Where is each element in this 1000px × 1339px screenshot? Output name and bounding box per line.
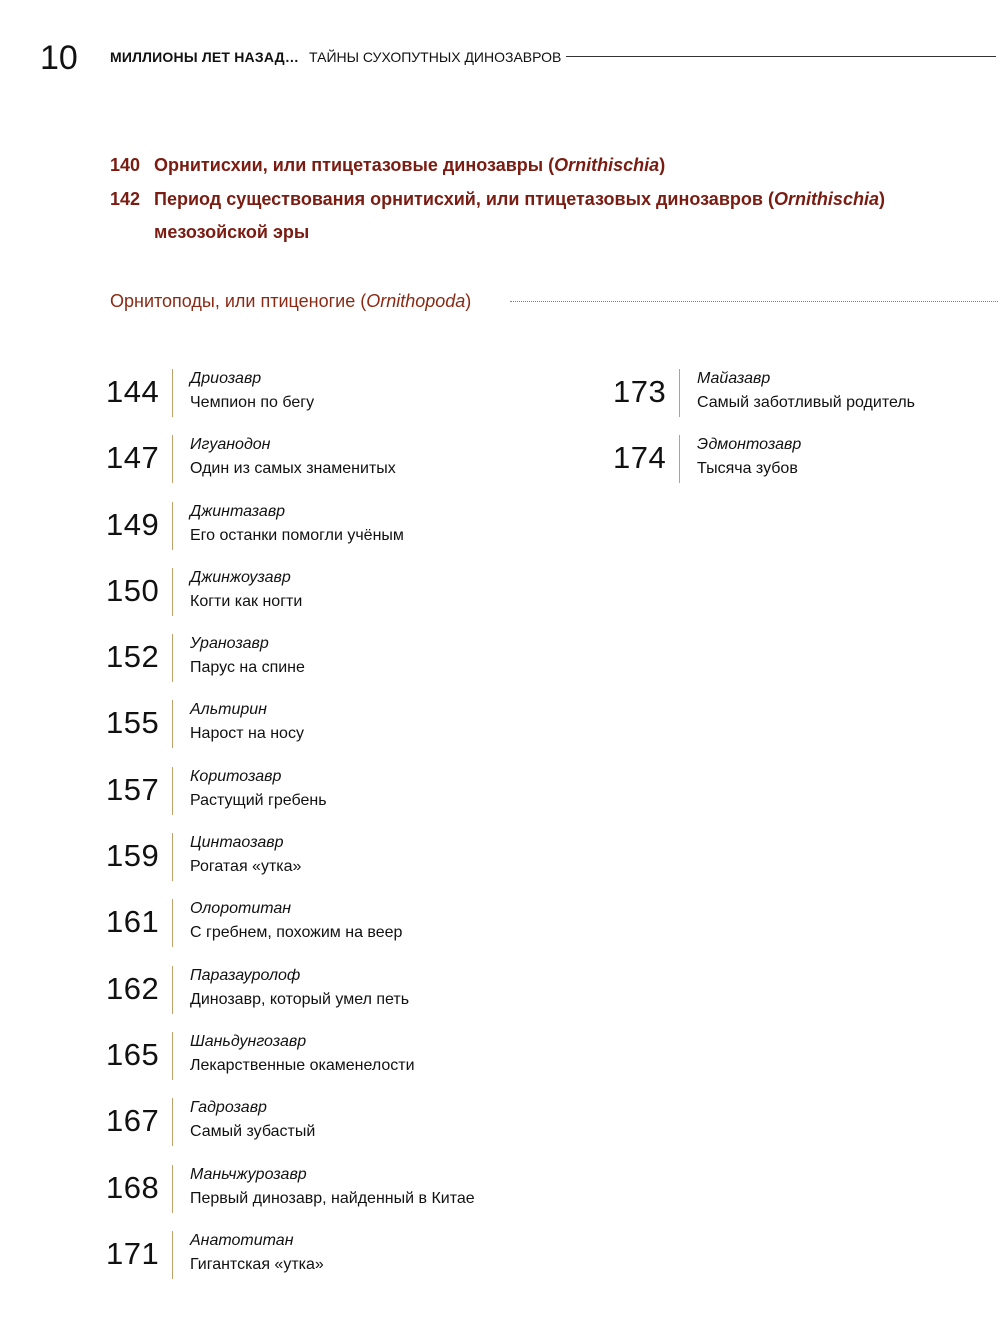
toc-entry[interactable] <box>106 1165 526 1217</box>
entry-divider <box>172 1231 173 1279</box>
entry-description: Самый заботливый родитель <box>697 394 915 411</box>
entry-page-number: 144 <box>106 374 160 409</box>
toc-section-entry[interactable]: 140 Орнитисхии, или птицетазовые динозавры (Ornithischia) <box>110 155 666 175</box>
entry-description: Лекарственные окаменелости <box>190 1057 415 1074</box>
entry-page-number: 171 <box>106 1236 160 1271</box>
entry-divider <box>172 833 173 881</box>
page-number: 10 <box>40 39 78 77</box>
entry-divider <box>172 700 173 748</box>
entry-divider <box>172 966 173 1014</box>
section-latin-name: Ornithischia <box>773 189 879 209</box>
entry-description: Самый зубастый <box>190 1123 316 1140</box>
page-header <box>0 0 1000 110</box>
entry-divider <box>172 899 173 947</box>
toc-entry[interactable] <box>106 369 526 421</box>
entry-divider <box>172 1165 173 1213</box>
entry-page-number: 168 <box>106 1170 160 1205</box>
dinosaur-name: Олоротитан <box>190 900 292 917</box>
book-title: МИЛЛИОНЫ ЛЕТ НАЗАД… <box>110 49 300 65</box>
entry-description: С гребнем, похожим на веер <box>190 924 403 941</box>
toc-entry[interactable] <box>106 568 526 620</box>
dinosaur-name: Джинтазавр <box>190 503 286 520</box>
toc-entry[interactable] <box>613 435 993 487</box>
entry-divider <box>172 435 173 483</box>
dinosaur-name: Цинтаозавр <box>190 834 284 851</box>
toc-entry[interactable] <box>106 899 526 951</box>
entry-divider <box>679 435 680 483</box>
entry-divider <box>172 1098 173 1146</box>
entry-page-number: 155 <box>106 705 160 740</box>
toc-entry[interactable] <box>106 1032 526 1084</box>
entry-page-number: 150 <box>106 573 160 608</box>
entry-page-number: 174 <box>613 440 667 475</box>
dinosaur-name: Джинжоузавр <box>190 569 291 586</box>
dinosaur-name: Паразауролоф <box>190 967 301 984</box>
entry-description: Парус на спине <box>190 659 305 676</box>
entry-divider <box>679 369 680 417</box>
dinosaur-name: Альтирин <box>190 701 267 718</box>
toc-entry[interactable] <box>106 767 526 819</box>
subsection-latin-name: Ornithopoda <box>366 291 466 311</box>
entry-description: Растущий гребень <box>190 792 327 809</box>
section-title-continuation: мезозойской эры <box>154 222 310 242</box>
toc-section-entry[interactable]: 142 Период существования орнитисхий, или птицетазовых динозавров (Ornithischia) <box>110 189 885 209</box>
entry-description: Нарост на носу <box>190 725 304 742</box>
entry-divider <box>172 767 173 815</box>
entry-description: Когти как ногти <box>190 593 303 610</box>
entry-page-number: 162 <box>106 971 160 1006</box>
section-page-number: 142 <box>110 189 141 209</box>
entry-description: Динозавр, который умел петь <box>190 991 410 1008</box>
entry-page-number: 165 <box>106 1037 160 1072</box>
entry-page-number: 173 <box>613 374 667 409</box>
toc-entry[interactable] <box>106 1231 526 1283</box>
toc-entry[interactable] <box>106 966 526 1018</box>
entry-page-number: 149 <box>106 507 160 542</box>
dinosaur-name: Коритозавр <box>190 768 282 785</box>
book-subtitle: ТАЙНЫ СУХОПУТНЫХ ДИНОЗАВРОВ <box>309 49 562 65</box>
entry-description: Первый динозавр, найденный в Китае <box>190 1190 475 1207</box>
toc-entry[interactable] <box>613 369 993 421</box>
entry-page-number: 147 <box>106 440 160 475</box>
section-title: Период существования орнитисхий, или птицетазовых динозавров ( <box>154 189 774 209</box>
dinosaur-name: Игуанодон <box>190 436 271 453</box>
dinosaur-name: Маньчжурозавр <box>190 1166 307 1183</box>
dinosaur-name: Гадрозавр <box>190 1099 267 1116</box>
entry-page-number: 157 <box>106 772 160 807</box>
entry-divider <box>172 369 173 417</box>
entry-page-number: 159 <box>106 838 160 873</box>
toc-entry[interactable] <box>106 1098 526 1150</box>
entry-page-number: 152 <box>106 639 160 674</box>
subsection-heading: Орнитоподы, или птиценогие (Ornithopoda) <box>110 291 472 311</box>
entry-divider <box>172 568 173 616</box>
dinosaur-name: Уранозавр <box>190 635 269 652</box>
header-rule <box>566 56 996 57</box>
entry-divider <box>172 502 173 550</box>
toc-entry[interactable] <box>106 435 526 487</box>
toc-entry[interactable] <box>106 833 526 885</box>
entry-description: Его останки помогли учёным <box>190 527 404 544</box>
section-page-number: 140 <box>110 155 141 175</box>
entry-page-number: 167 <box>106 1103 160 1138</box>
entry-divider <box>172 1032 173 1080</box>
entry-description: Тысяча зубов <box>697 460 798 477</box>
section-latin-name: Ornithischia <box>554 155 660 175</box>
subsection-dotted-rule <box>510 301 998 302</box>
dinosaur-name: Эдмонтозавр <box>697 436 802 453</box>
toc-entry[interactable] <box>106 700 526 752</box>
toc-entry[interactable] <box>106 502 526 554</box>
entry-description: Чемпион по бегу <box>190 394 315 411</box>
running-head <box>110 48 561 66</box>
section-title: Орнитисхии, или птицетазовые динозавры ( <box>154 155 555 175</box>
dinosaur-name: Дриозавр <box>190 370 262 387</box>
dinosaur-name: Анатотитан <box>190 1232 294 1249</box>
entry-page-number: 161 <box>106 904 160 939</box>
dinosaur-name: Майазавр <box>697 370 771 387</box>
entry-description: Гигантская «утка» <box>190 1256 324 1273</box>
dinosaur-name: Шаньдунгозавр <box>190 1033 307 1050</box>
entry-divider <box>172 634 173 682</box>
entry-description: Рогатая «утка» <box>190 858 302 875</box>
toc-entry[interactable] <box>106 634 526 686</box>
entry-description: Один из самых знаменитых <box>190 460 396 477</box>
